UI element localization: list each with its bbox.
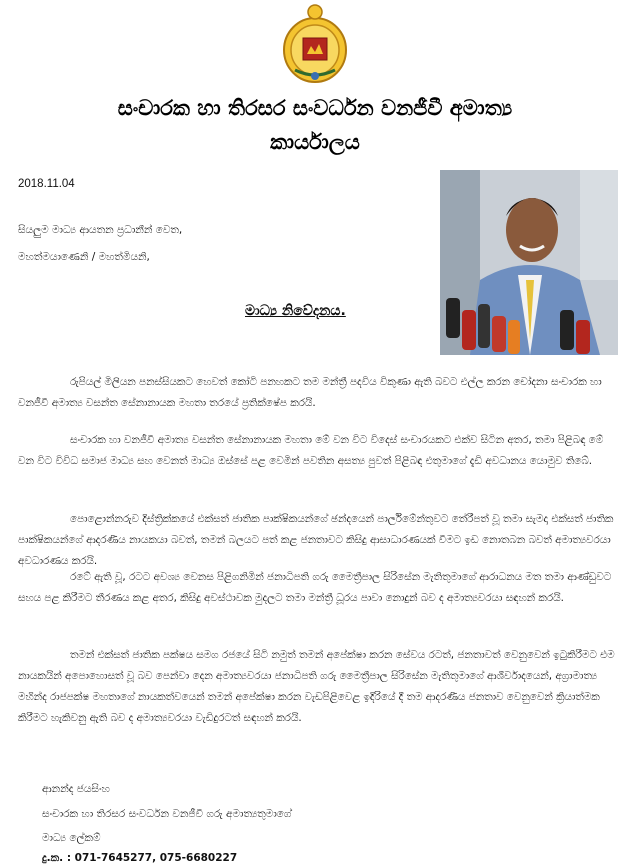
salutation-line: මහත්මයාණෙනි / මහත්මියනි, [18,251,150,263]
signatory-office: සංචාරක හා තිරසර සංවර්ධන වනජීවී ගරු අමාත්‍යතුමාගේ [42,808,292,820]
signatory-phone: දු.ක. : 071-7645277, 075-6680227 [42,852,238,864]
minister-photo [440,170,618,355]
body-paragraph-3: පොළොන්නරුව දිස්ත්‍රික්කයේ එක්සත් ජාතික පාක්ෂිකයන්ගේ ඡන්දයෙන් පාර්ලිමේන්තුවට තේරීපත් වූ තමා සැමදා එක්සත් ජාතික පාක්ෂිකයන්ගේ ආදරණීය නායකයා බවත්, තමන් බලයට පත් කළ ජනතාවට කිසිදු ආසාධාරණයක් වීමට ඉඩ නොතබන බවත් අමාත්‍යවරයා අවධාරණය කරයි. [18,513,614,567]
body-paragraph-4: රටේ ඇති වූ, රටට අවශ්‍ය වෙනස පිළිගනිමින් ජනාධිපති ගරු මෛත්‍රීපාල සිරිසේන මැතිතුමාගේ ආරාධනය මත තමා ආණ්ඩුවට සහය පළ කිරීමට තීරණය කළ අතර, කිසිදු අවස්ථාවක මුදලට තමා මන්ත්‍රී ධූරය පාවා නොදුන් බව ද අමාත්‍යවරයා සඳහන් කරයි. [18,571,612,604]
body-paragraph-5: තමන් එක්සත් ජාතික පක්ෂය සමග රජයේ සිටි නමුත් තමන් අපේක්ෂා කරන සේවය රටත්, ජනතාවත් වෙනුවෙන් ඉටුකිරීමට එම නායකයින් අපොහොසත් වූ බව පෙන්වා දෙන අමාත්‍යවරයා ජනාධිපති ගරු මෛත්‍රීපාල සිරිසේන මැතිතුමාගේ ආශීර්වාදයෙන්, අග්‍රාමාත්‍ය මහින්ද රාජපක්ෂ මහතාගේ නායකත්වයෙන් තමන් අපේක්ෂා කරන වැඩපිළිවෙළ ඉදිරියේ දී තම ආදරණීය ජනතාව වෙනුවෙන් ක්‍රියාත්මක කිරීමට හැකිවනු ඇති බව ද අමාත්‍යවරයා වැඩිදුරටත් සඳහන් කරයි. [18,649,615,724]
sri-lanka-emblem-icon [281,2,349,84]
signatory-role: මාධ්‍ය ලේකම් [42,832,101,844]
letter-date: 2018.11.04 [18,178,75,190]
signatory-name: ආනන්ද ජයසිංහ [42,783,110,795]
body-paragraph-1: රුපියල් මිලියන පනස්සියකට හෙවත් කෝටි පනහකට තම මන්ත්‍රී පදවිය විකුණා ඇති බවට එල්ල කරන චෝදනා සංචාරක හා වනජීවී අමාත්‍ය වසන්ත සේනානායක මහතා තරයේ ප්‍රතික්ෂේප කරයි. [18,376,602,409]
page-title-line2: කාර්යාලය [270,130,360,154]
press-release-heading: මාධ්‍ය නිවේදනය. [245,303,346,319]
body-paragraph-2: සංචාරක හා වනජීවී අමාත්‍ය වසන්ත සේනානායක මහතා මේ වන විට විදෙස් සංචාරයකට එක්ව සිටින අතර, තමා පිළිබඳ මේ වන විට විවිධ සමාජ මාධ්‍ය සහ වෙනත් මාධ්‍ය ඔස්සේ පළ වෙමින් පවතින අසත්‍ය පුවත් පිළිබඳ එතුමාගේ දැඩි අවධානය යොමුව තිබේ. [18,434,604,467]
recipient-line: සියලුම මාධ්‍ය ආයතන ප්‍රධානීන් වෙත, [18,224,183,236]
page-title: සංචාරක හා තිරසර සංවර්ධන වනජීවී අමාත්‍ය [117,96,513,120]
